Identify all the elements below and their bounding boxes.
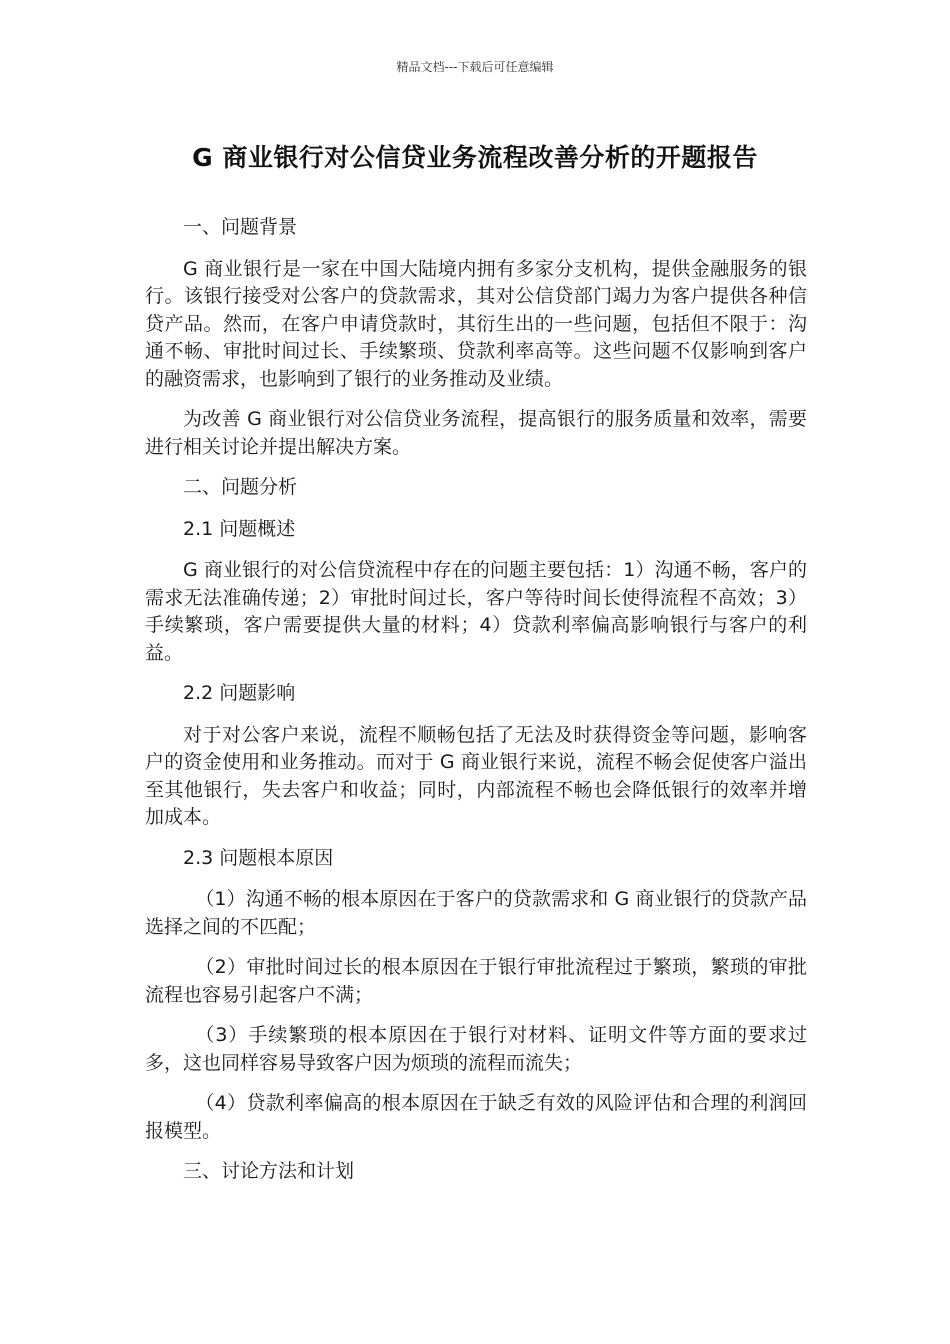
root-cause-item-2: （2）审批时间过长的根本原因在于银行审批流程过于繁琐，繁琐的审批流程也容易引起客户不满； xyxy=(145,956,807,1006)
paragraph-overview: G 商业银行的对公信贷流程中存在的问题主要包括：1）沟通不畅，客户的需求无法准确传递；2）审批时间过长，客户等待时间长使得流程不高效；3）手续繁琐，客户需要提供大量的材料；4）贷款利率偏高影响银行与客户的利益。 xyxy=(145,559,807,664)
document-body xyxy=(145,214,807,1200)
root-cause-item-4: （4）贷款利率偏高的根本原因在于缺乏有效的风险评估和合理的利润回报模型。 xyxy=(145,1092,807,1142)
subsection-heading-impact: 2.2 问题影响 xyxy=(183,682,296,704)
section-heading-background: 一、问题背景 xyxy=(183,216,298,238)
subsection-heading-root-cause: 2.3 问题根本原因 xyxy=(183,846,334,869)
section-heading-analysis: 二、问题分析 xyxy=(183,476,298,498)
paragraph-background-1: G 商业银行是一家在中国大陆境内拥有多家分支机构，提供金融服务的银行。该银行接受对公客户的贷款需求，其对公信贷部门竭力为客户提供各种信贷产品。然而，在客户申请贷款时，其衍生出的一些问题，包括但不限于：沟通不畅、审批时间过长、手续繁琐、贷款利率高等。这些问题不仅影响到客户的融资需求，也影响到了银行的业务推动及业绩。 xyxy=(145,257,807,390)
header-note: 精品文档---下载后可任意编辑 xyxy=(396,60,554,74)
section-heading-methods: 三、讨论方法和计划 xyxy=(183,1160,355,1182)
root-cause-item-1: （1）沟通不畅的根本原因在于客户的贷款需求和 G 商业银行的贷款产品选择之间的不匹配； xyxy=(145,888,807,938)
paragraph-background-2: 为改善 G 商业银行对公信贷业务流程，提高银行的服务质量和效率，需要进行相关讨论并提出解决方案。 xyxy=(145,408,807,458)
document-title: G 商业银行对公信贷业务流程改善分析的开题报告 xyxy=(192,143,758,172)
subsection-heading-overview: 2.1 问题概述 xyxy=(183,517,296,540)
root-cause-item-3: （3）手续繁琐的根本原因在于银行对材料、证明文件等方面的要求过多，这也同样容易导致客户因为烦琐的流程而流失； xyxy=(145,1024,807,1074)
paragraph-impact: 对于对公客户来说，流程不顺畅包括了无法及时获得资金等问题，影响客户的资金使用和业务推动。而对于 G 商业银行来说，流程不畅会促使客户溢出至其他银行，失去客户和收益；同时，内部流程不畅也会降低银行的效率并增加成本。 xyxy=(145,723,807,828)
